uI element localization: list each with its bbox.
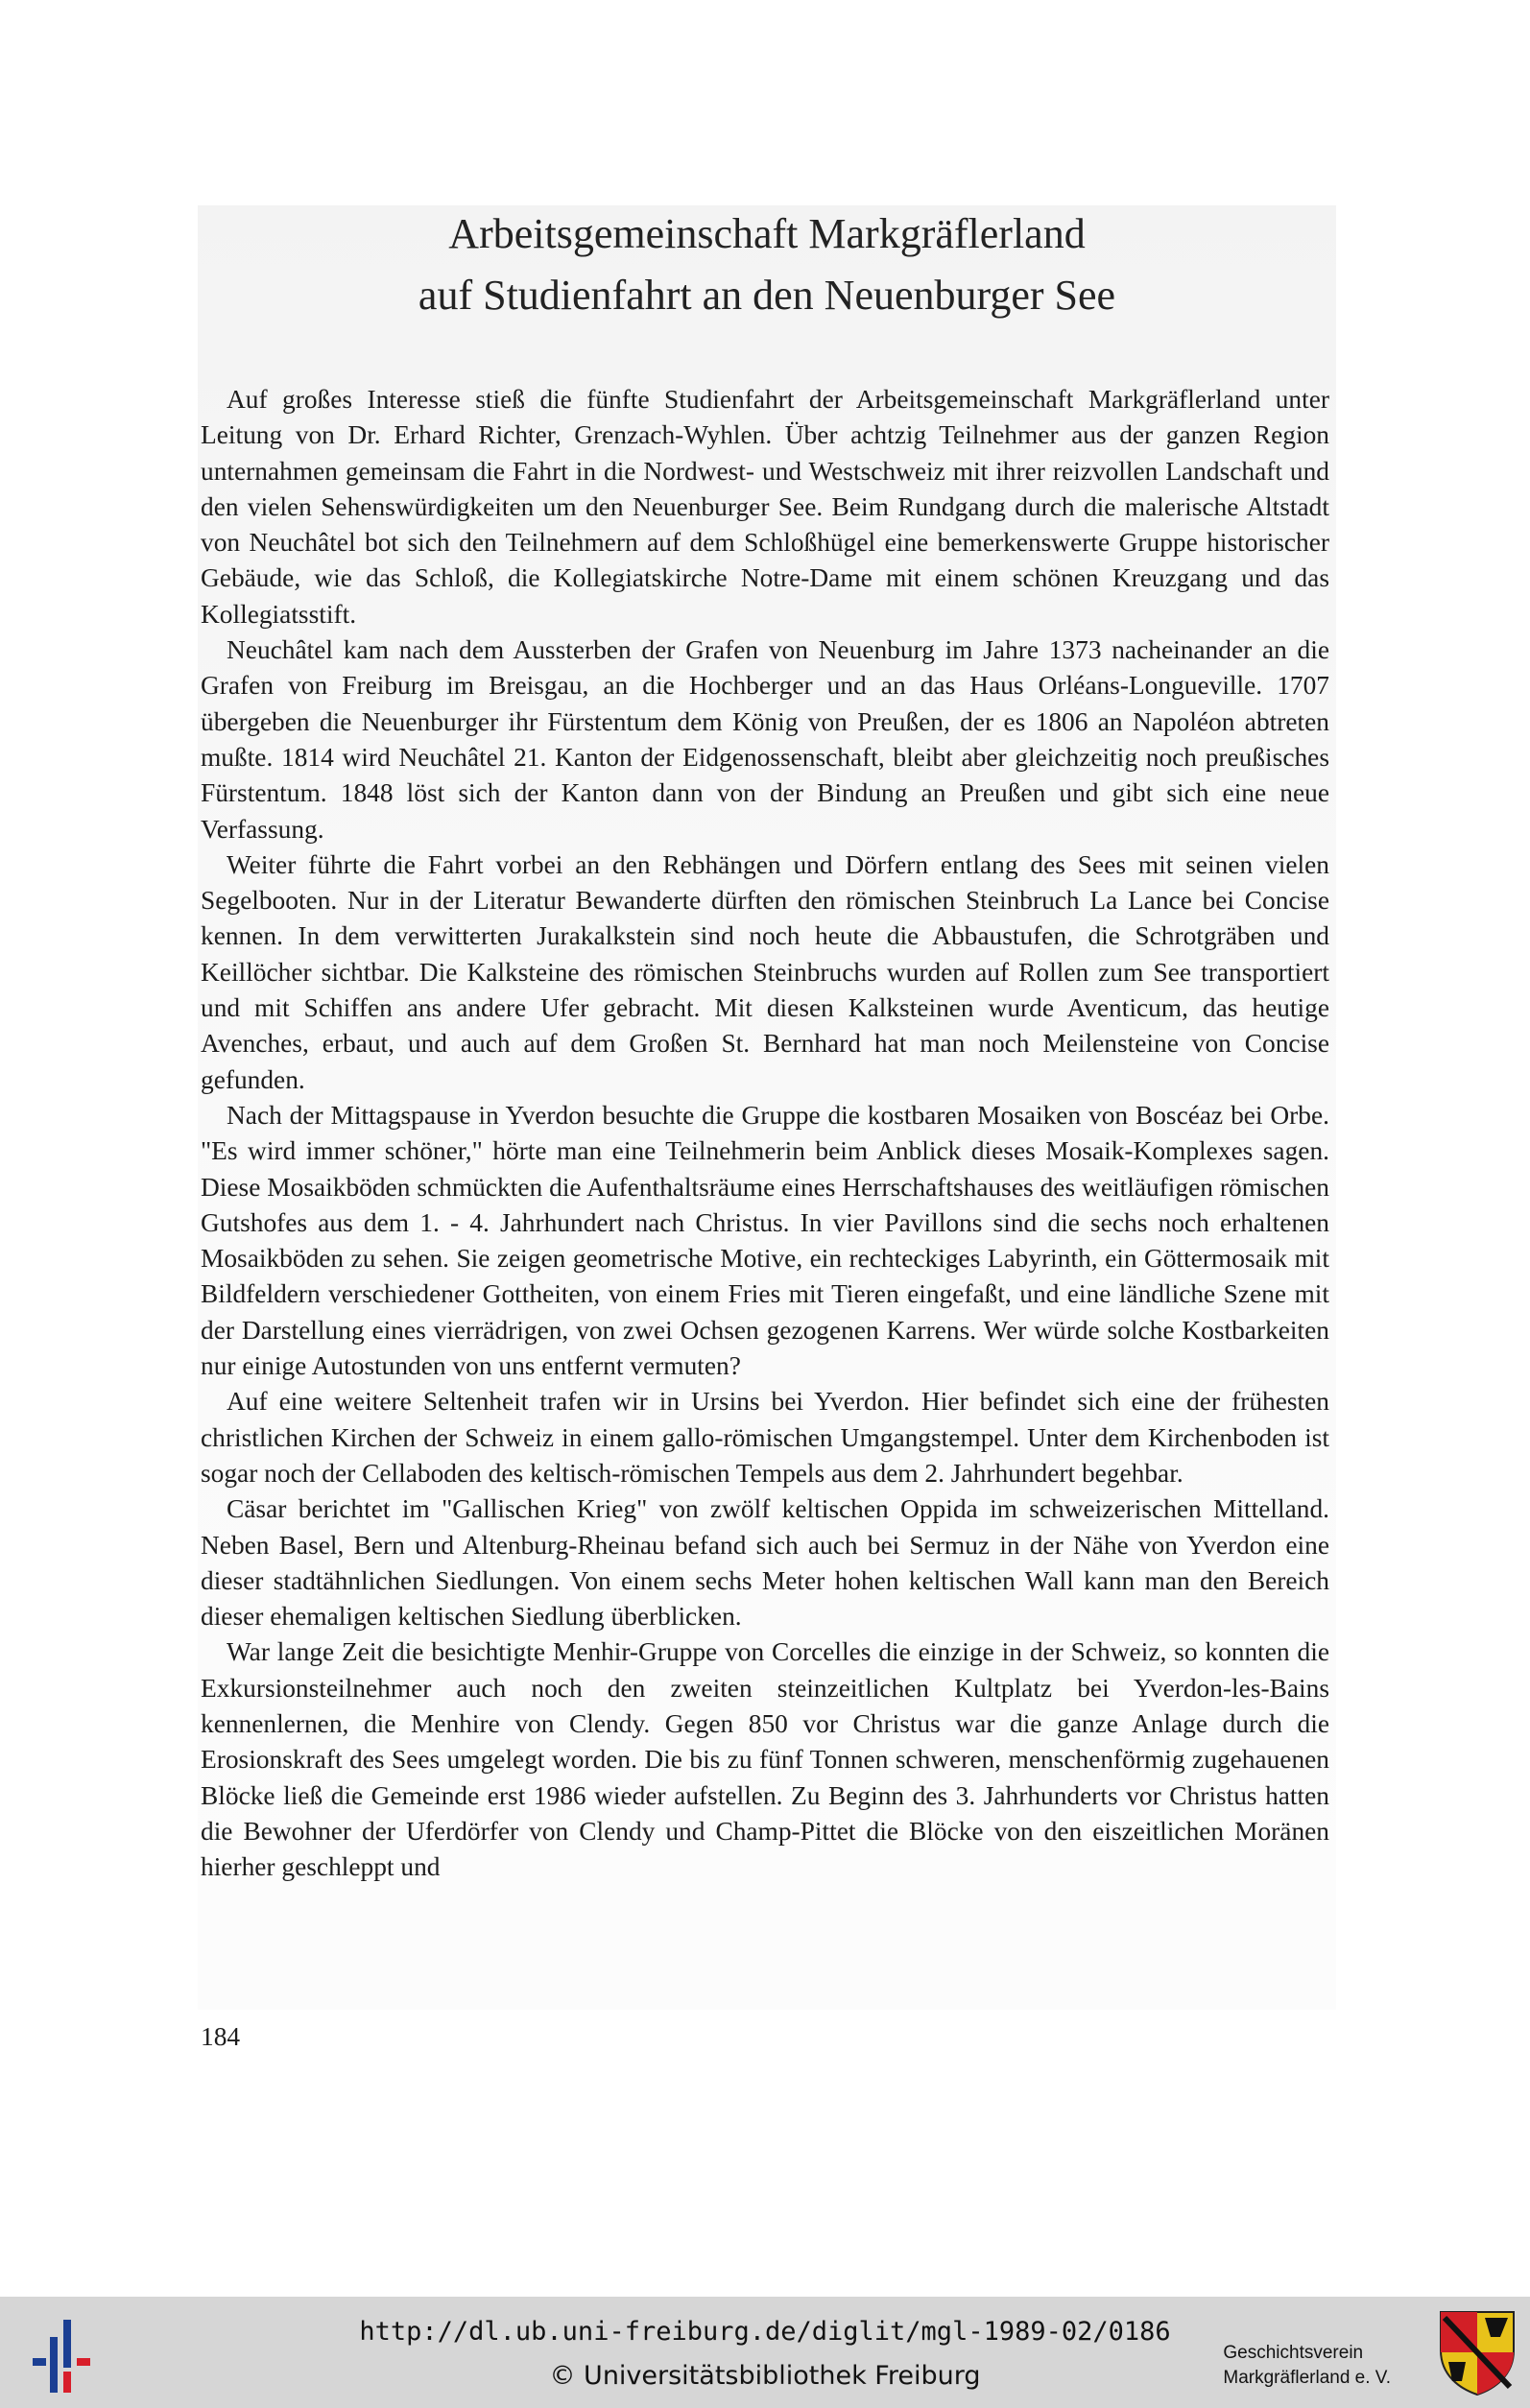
coat-of-arms-icon[interactable] xyxy=(1437,2308,1518,2396)
title-line-1: Arbeitsgemeinschaft Markgräflerland xyxy=(448,210,1086,257)
page-number: 184 xyxy=(201,2022,241,2051)
paragraph: Weiter führte die Fahrt vorbei an den Rebhängen und Dörfern entlang des Sees mit seinen vielen Segelbooten. Nur in der Literatur Bewanderte dürften den römischen Steinbruch La Lance bei Concise kennen. In dem verwitterten Jurakalkstein sind noch heute die Abbaustufen, die Schrotgräben und Keillöcher sichtbar. Die Kalksteine des römischen Steinbruchs wurden auf Rollen zum See transportiert und mit Schiffen ans andere Ufer gebracht. Mit diesen Kalksteinen wurde Aventicum, das heutige Avenches, erbaut, und auch auf dem Großen St. Bernhard hat man noch Meilensteine von Concise gefunden. xyxy=(201,849,1329,1094)
publisher-name-line-2: Markgräflerland e. V. xyxy=(1223,2368,1391,2388)
title-line-2: auf Studienfahrt an den Neuenburger See xyxy=(418,272,1116,319)
paragraph: Cäsar berichtet im "Gallischen Krieg" von zwölf keltischen Oppida im schweizerischen Mittelland. Neben Basel, Bern und Altenburg-Rheinau befand sich auch bei Sermuz in der Nähe von Yverdon eine dieser stadtähnlichen Siedlungen. Von einem sechs Meter hohen keltischen Wall kann man den Bereich dieser ehemaligen keltischen Siedlung überblicken. xyxy=(201,1494,1329,1632)
paragraph: Auf eine weitere Seltenheit trafen wir in Ursins bei Yverdon. Hier befindet sich eine der frühesten christlichen Kirchen der Schweiz in einem gallo-römischen Umgangstempel. Unter dem Kirchenboden ist sogar noch der Cellaboden des keltisch-römischen Tempels aus dem 2. Jahrhundert begehbar. xyxy=(201,1387,1329,1488)
paragraph: War lange Zeit die besichtigte Menhir-Gruppe von Corcelles die einzige in der Schweiz, so konnten die Exkursionsteilnehmer auch noch den zweiten steinzeitlichen Kultplatz bei Yverdon-les-Bains kennenlernen, die Menhire von Clendy. Gegen 850 vor Christus war die ganze Anlage durch die Erosionskraft des Sees umgelegt worden. Die bis zu fünf Tonnen schweren, menschenförmig zugehauenen Blöcke ließ die Gemeinde erst 1986 wieder aufstellen. Zu Beginn des 3. Jahrhunderts vor Christus hatten die Bewohner der Uferdörfer von Clendy und Champ-Pittet die Blöcke von den eiszeitlichen Moränen hierher geschleppt und xyxy=(201,1637,1329,1882)
publisher-name xyxy=(1223,2341,1391,2391)
article-title xyxy=(198,203,1336,326)
publisher-name-line-1: Geschichtsverein xyxy=(1223,2343,1364,2363)
paragraph: Neuchâtel kam nach dem Aussterben der Grafen von Neuenburg im Jahre 1373 nacheinander an die Grafen von Freiburg im Breisgau, an die Hochberger und an das Haus Orléans-Longueville. 1707 übergeben die Neuenburger ihr Fürstentum dem König von Preußen, der es 1806 an Napoléon abtreten mußte. 1814 wird Neuchâtel 21. Kanton der Eidgenossenschaft, bleibt aber gleichzeitig noch preußisches Fürstentum. 1848 löst sich der Kanton dann von der Bindung an Preußen und gibt sich eine neue Verfassung. xyxy=(201,635,1329,844)
viewer-footer xyxy=(0,2297,1530,2408)
document-url-link[interactable]: http://dl.ub.uni-freiburg.de/diglit/mgl-1989-02/0186 xyxy=(359,2317,1171,2347)
paragraph: Nach der Mittagspause in Yverdon besuchte die Gruppe die kostbaren Mosaiken von Boscéaz bei Orbe. "Es wird immer schöner," hörte man eine Teilnehmerin beim Anblick dieses Mosaik-Komplexes sagen. Diese Mosaikböden schmückten die Aufenthaltsräume eines Herrschaftshauses des weitläufigen römischen Gutshofes aus dem 1. - 4. Jahrhundert nach Christus. In vier Pavillons sind die sechs noch erhaltenen Mosaikböden zu sehen. Sie zeigen geometrische Motive, ein rechteckiges Labyrinth, ein Göttermosaik mit Bildfeldern verschiedener Gottheiten, von einem Fries mit Tieren eingefaßt, und eine ländliche Szene mit der Darstellung eines vierrädrigen, von zwei Ochsen gezogenen Karrens. Wer würde solche Kostbarkeiten nur einige Autostunden von uns entfernt vermuten? xyxy=(201,1100,1329,1381)
paragraph: Auf großes Interesse stieß die fünfte Studienfahrt der Arbeitsgemeinschaft Markgräflerland unter Leitung von Dr. Erhard Richter, Grenzach-Wyhlen. Über achtzig Teilnehmer aus der ganzen Region unternahmen gemeinsam die Fahrt in die Nordwest- und Westschweiz mit ihrer reizvollen Landschaft und den vielen Sehenswürdigkeiten um den Neuenburger See. Beim Rundgang durch die malerische Altstadt von Neuchâtel bot sich den Teilnehmern auf dem Schloßhügel eine bemerkenswerte Gruppe historischer Gebäude, wie das Schloß, die Kollegiatskirche Notre-Dame mit einem schönen Kreuzgang und das Kollegiatsstift. xyxy=(201,385,1329,629)
article-body xyxy=(201,382,1329,1885)
copyright-notice: © Universitätsbibliothek Freiburg xyxy=(549,2361,981,2391)
